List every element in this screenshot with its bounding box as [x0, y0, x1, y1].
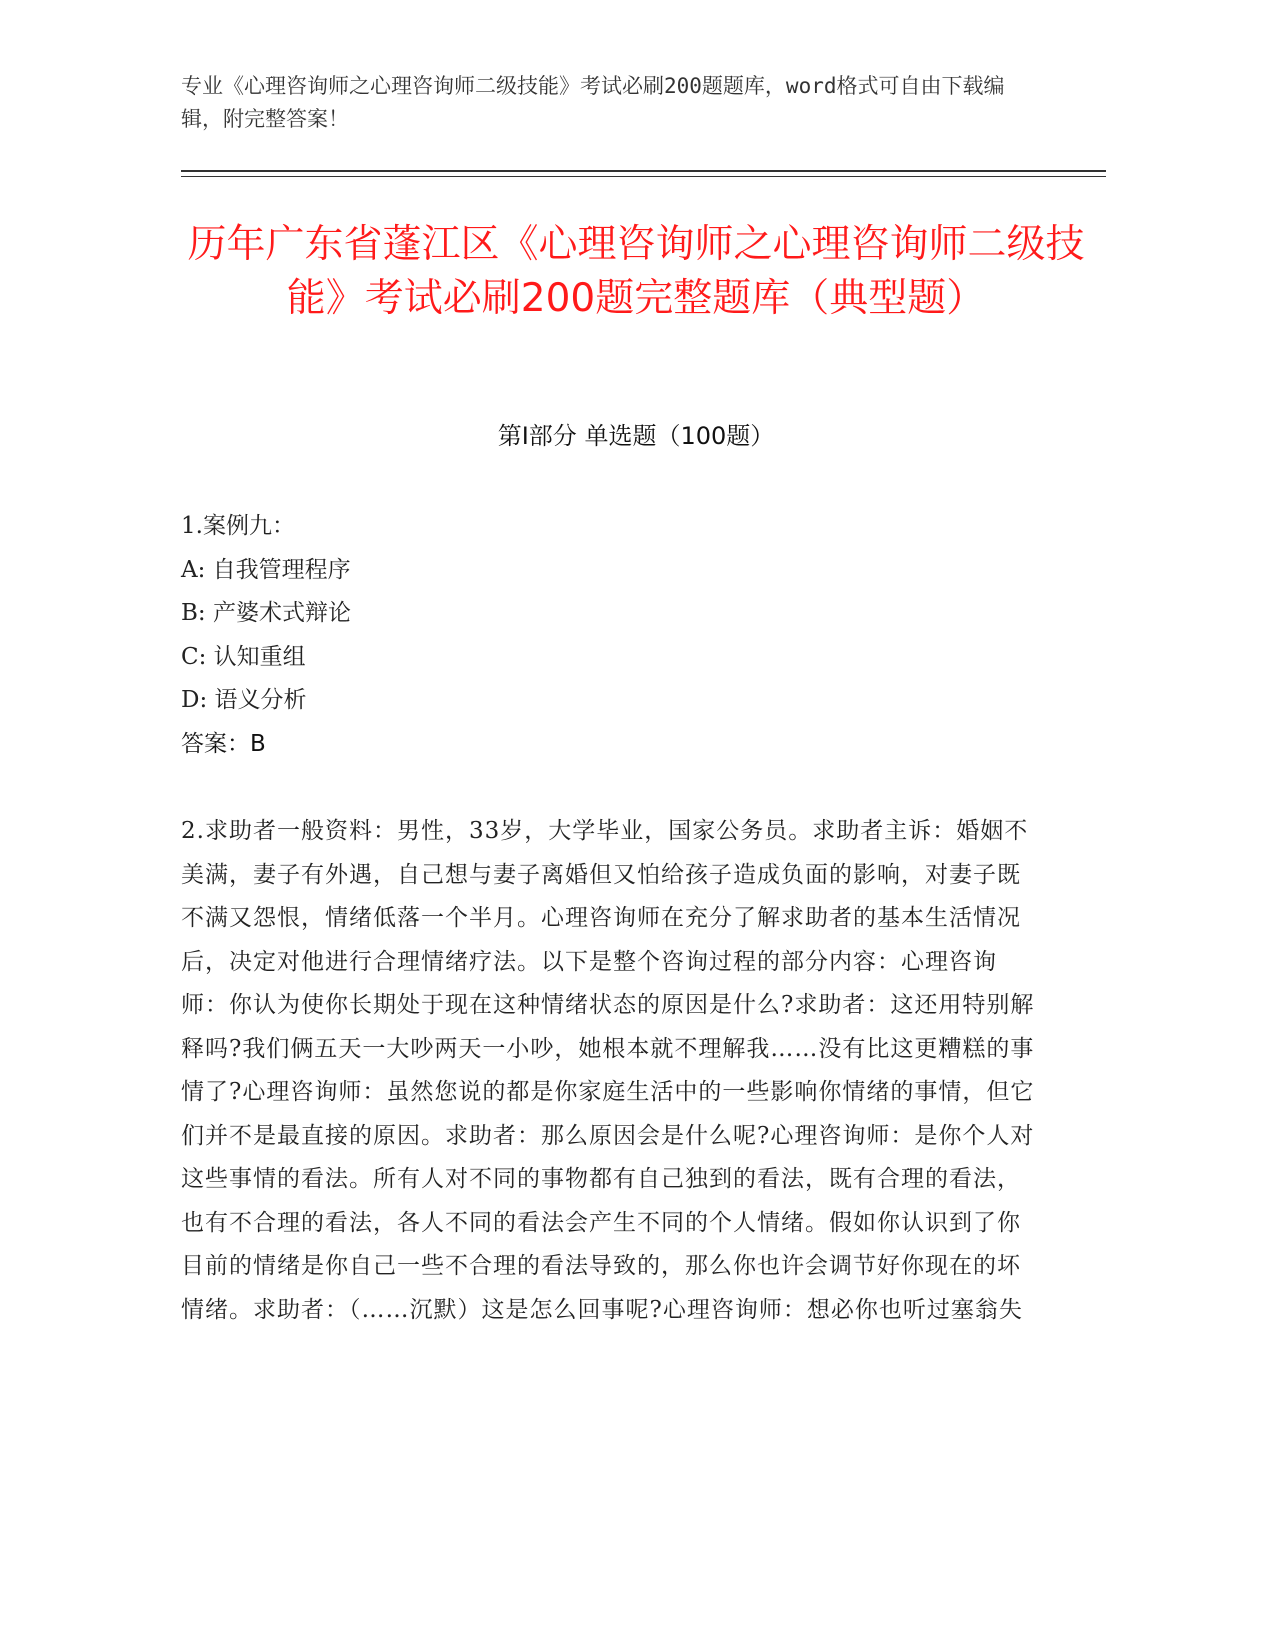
option-a: A: 自我管理程序 — [181, 556, 351, 583]
question-1 — [181, 505, 1041, 766]
question-2 — [181, 810, 1041, 1332]
document-title: 历年广东省蓬江区《心理咨询师之心理咨询师二级技能》考试必刷200题完整题库（典型题） — [187, 222, 1085, 321]
header-divider-thick — [181, 170, 1106, 172]
option-d: D: 语义分析 — [181, 687, 307, 713]
option-b: B: 产婆术式辩论 — [181, 600, 351, 626]
answer-line: 答案：B — [181, 730, 266, 757]
section-heading: 第I部分 单选题（100题） — [497, 422, 775, 450]
header-note: 专业《心理咨询师之心理咨询师二级技能》考试必刷200题题库，word格式可自由下载编辑，附完整答案！ — [181, 74, 1005, 131]
question-stem: 2.求助者一般资料：男性，33岁，大学毕业，国家公务员。求助者主诉：婚姻不美满，妻子有外遇，自己想与妻子离婚但又怕给孩子造成负面的影响，对妻子既不满又怨恨，情绪低落一个半月。心理咨询师在充分了解求助者的基本生活情况后，决定对他进行合理情绪疗法。以下是整个咨询过程的部分内容：心理咨询师：你认为使你长期处于现在这种情绪状态的原因是什么?求助者：这还用特别解释吗?我们俩五天一大吵两天一小吵，她根本就不理解我……没有比这更糟糕的事情了?心理咨询师：虽然您说的都是你家庭生活中的一些影响你情绪的事情，但它们并不是最直接的原因。求助者：那么原因会是什么呢?心理咨询师：是你个人对这些事情的看法。所有人对不同的事物都有自己独到的看法，既有合理的看法，也有不合理的看法，各人不同的看法会产生不同的个人情绪。假如你认识到了你目前的情绪是你自己一些不合理的看法导致的，那么你也许会调节好你现在的坏情绪。求助者：（……沉默）这是怎么回事呢?心理咨询师：想必你也听过塞翁失 — [181, 818, 1035, 1323]
question-stem: 1.案例九： — [181, 513, 295, 539]
header-divider-thin — [181, 176, 1106, 177]
option-c: C: 认知重组 — [181, 643, 306, 670]
